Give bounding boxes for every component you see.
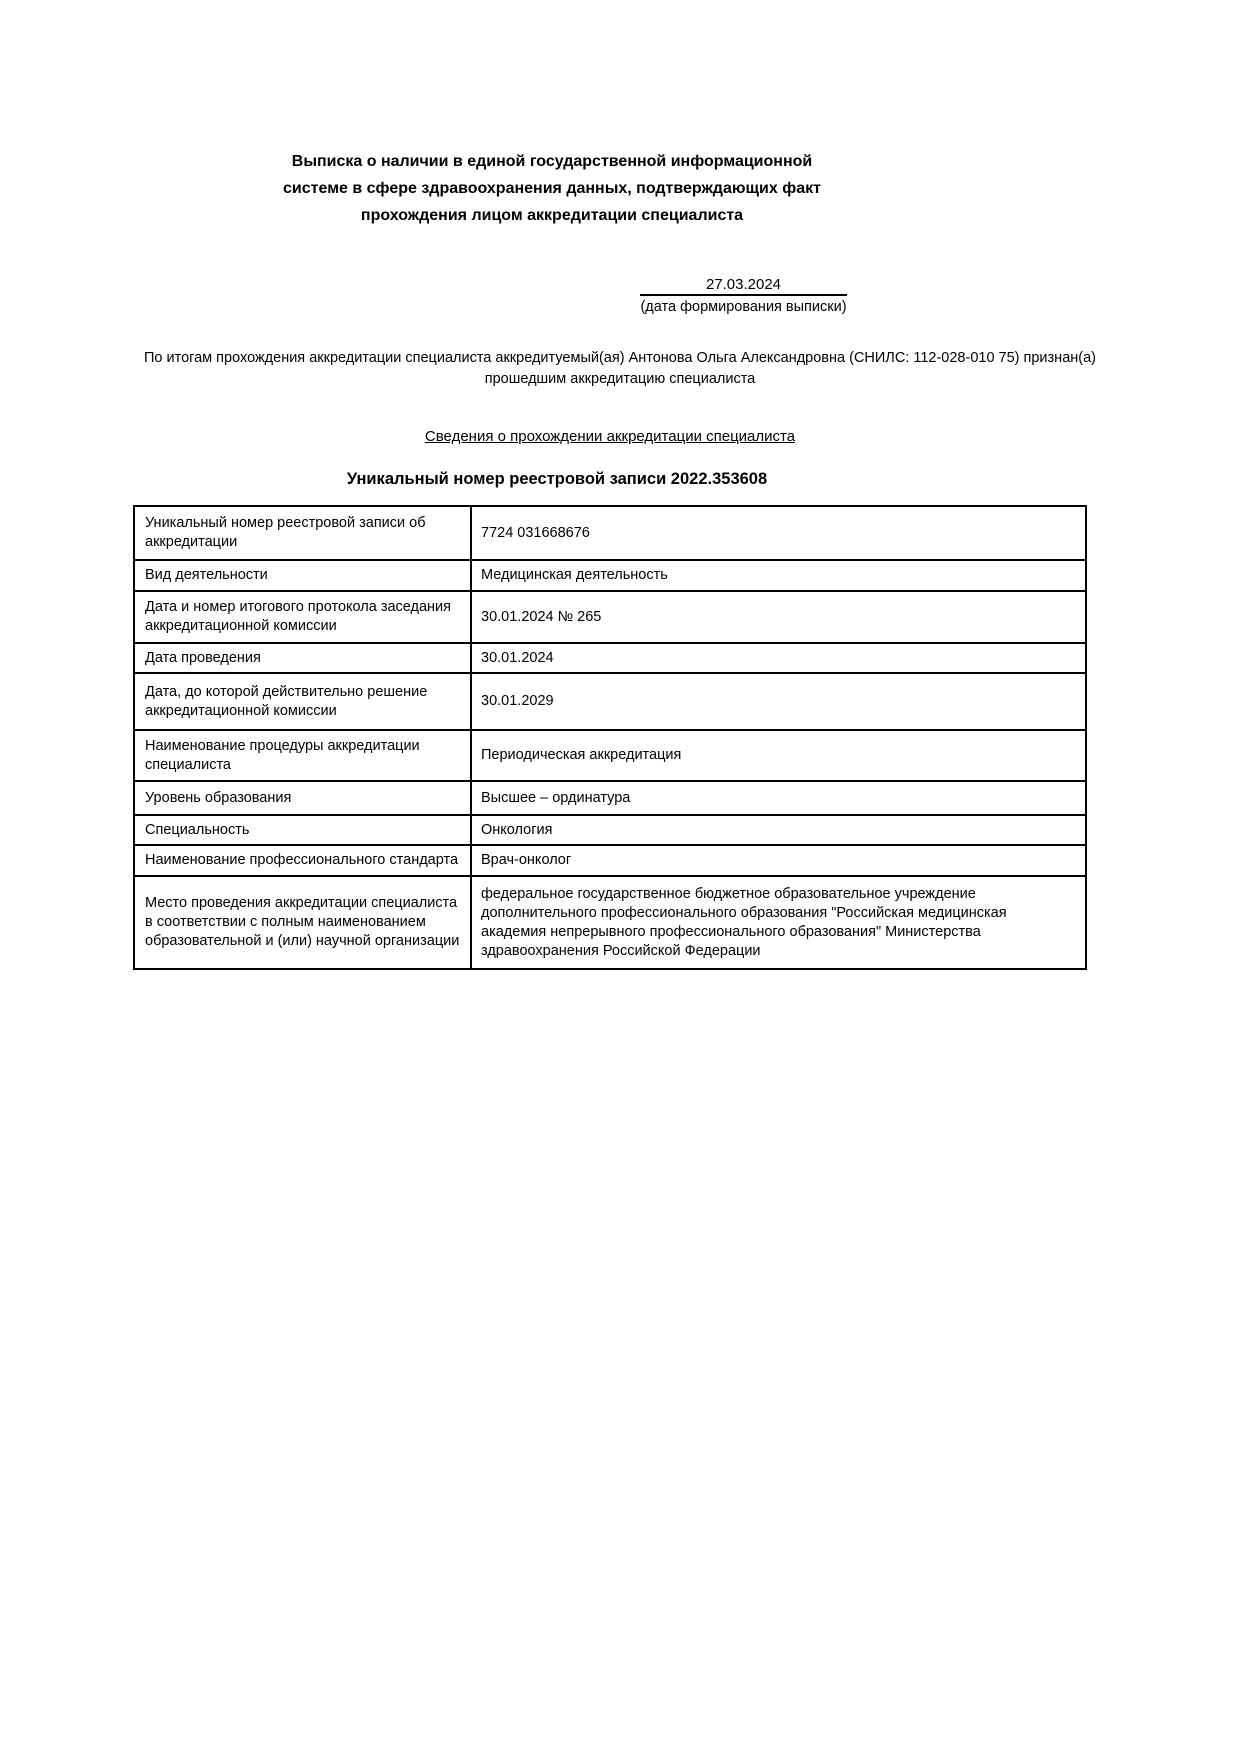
table-row [134,815,1086,845]
table-row [134,781,1086,815]
document-title [252,148,852,229]
table-row [134,506,1086,560]
row-value: федеральное государственное бюджетное образовательное учреждение дополнительного профессионального образования "Российская медицинская академия непрерывного профессионального образования" Министерства здравоохранения Российской Федерации [471,876,1086,969]
row-label: Уровень образования [134,781,471,815]
row-label: Дата, до которой действительно решение аккредитационной комиссии [134,673,471,730]
section-heading: Сведения о прохождении аккредитации специалиста [424,428,796,445]
row-label: Дата и номер итогового протокола заседания аккредитационной комиссии [134,591,471,643]
row-value: 30.01.2024 [471,643,1086,673]
registry-number-heading: Уникальный номер реестровой записи 2022.353608 [346,470,768,488]
row-label: Дата проведения [134,643,471,673]
table-row [134,643,1086,673]
row-value: Медицинская деятельность [471,560,1086,591]
table-row [134,876,1086,969]
row-value: Онкология [471,815,1086,845]
row-label: Специальность [134,815,471,845]
table-row [134,845,1086,876]
table-row [134,673,1086,730]
row-label: Место проведения аккредитации специалиста в соответствии с полным наименованием образовательной и (или) научной организации [134,876,471,969]
row-value: Периодическая аккредитация [471,730,1086,781]
row-label: Наименование процедуры аккредитации специалиста [134,730,471,781]
row-value: 30.01.2024 № 265 [471,591,1086,643]
table-row [134,591,1086,643]
table-row [134,560,1086,591]
extract-date: 27.03.2024 [640,276,847,296]
row-value: 7724 031668676 [471,506,1086,560]
row-label: Наименование профессионального стандарта [134,845,471,876]
document-title-line-2: системе в сфере здравоохранения данных, подтверждающих факт [283,180,821,197]
extract-date-caption: (дата формирования выписки) [640,299,847,315]
row-value: Высшее – ординатура [471,781,1086,815]
document-title-line-1: Выписка о наличии в единой государственной информационной [291,153,813,170]
accreditation-table [133,505,1087,970]
extract-date-block [640,276,847,316]
document-title-line-3: прохождения лицом аккредитации специалиста [360,207,744,224]
row-label: Уникальный номер реестровой записи об аккредитации [134,506,471,560]
row-label: Вид деятельности [134,560,471,591]
row-value: 30.01.2029 [471,673,1086,730]
intro-paragraph: По итогам прохождения аккредитации специалиста аккредитуемый(ая) Антонова Ольга Александровна (СНИЛС: 112-028-010 75) признан(а) прошедшим аккредитацию специалиста [143,350,1096,387]
row-value: Врач-онколог [471,845,1086,876]
table-row [134,730,1086,781]
